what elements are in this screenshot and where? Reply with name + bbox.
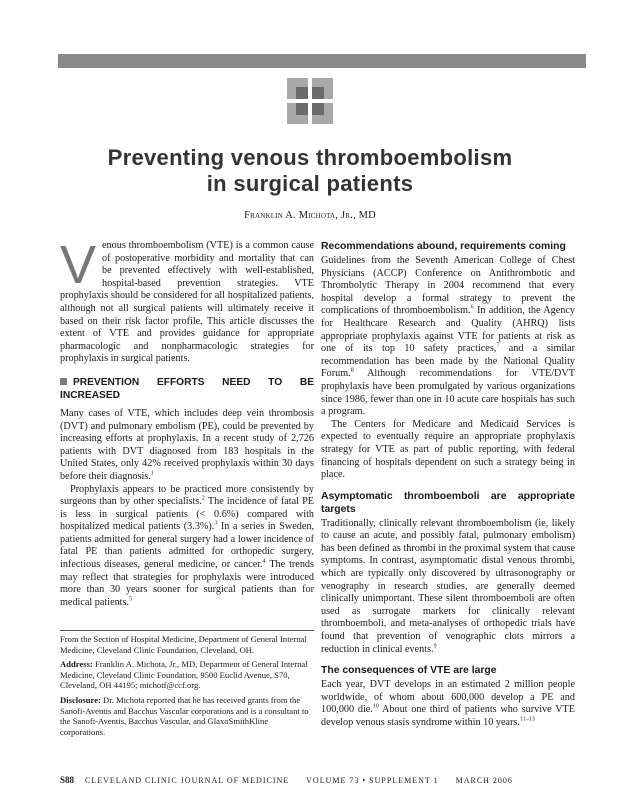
body-paragraph: Each year, DVT develops in an estimated 2 million people worldwide, of whom about 600,000 develop a PE and 100,000 die.$^{10}$ About one third of patients who survive VTE develop venous stasis syndrome within 10 years.$^{11-13}$ <box>321 679 576 728</box>
page-footer <box>60 775 560 785</box>
author-byline <box>60 210 560 221</box>
body-paragraph: Prophylaxis appears to be practiced more consistently by surgeons than by other specialists.$^2$ The incidence of fatal PE is less in surgical patients (< 0.6%) compared with hospitalized medical patients (3.3%).$^3$ In a series in Sweden, patients admitted for general surgery had a lower incidence of fatal PE than patients admitted for orthopedic surgery, infectious diseases, general medicine, or cancer.$^4$ The trends may reflect that strategies for prophylaxis were introduced more than 30 years sooner for surgical patients than for medical patients.$^5$ <box>60 483 315 608</box>
address-note: Address: Franklin A. Michota, Jr., MD, Department of General Internal Medicine, Cleveland Clinic Foundation, 9500 Euclid Avenue, S70, Cleveland, OH 44195; michotf@ccf.org. <box>60 659 308 691</box>
footnotes <box>60 630 314 741</box>
body-paragraph: Many cases of VTE, which includes deep vein thrombosis (DVT) and pulmonary embolism (PE), could be prevented by increasing efforts at prophylaxis. In a recent study of 2,726 patients with DVT diagnosed from 183 hospitals in the United States, only 42% received prophylaxis within 30 days before their diagnosis.$^1$ <box>60 407 314 482</box>
left-column <box>60 235 315 609</box>
header-bar <box>58 54 586 68</box>
body-paragraph: Traditionally, clinically relevant thromboembolism (ie, likely to cause an acute, and possibly fatal, pulmonary embolism) has been defined as thrombi in the proximal system that cause symptoms. In contrast, asymptomatic distal venous thrombi, which are typically only discovered by ultrasonography or venography in research studies, are generally deemed clinically unimportant. These silent thromboemboli are often used as surrogate markers for clinically relevant thromboemboli, and meta-analyses of orthopedic trials have found that prevention of venographic clots mirrors a reduction in clinical events.$^9$ <box>321 517 575 655</box>
intro-paragraph: Venous thromboembolism (VTE) is a common cause of postoperative morbidity and mortality that can be prevented effectively with well-established, hospital-based prevention strategies. VTE prophylaxis should be considered for all hospitalized patients, although not all surgical patients will ultimately receive it based on their risk factor profile. This article discusses the extent of VTE and provides guidance for appropriate pharmacologic and nonpharmacologic strategies for prophylaxis in surgical patients. <box>60 235 314 365</box>
journal-name: CLEVELAND CLINIC JOURNAL OF MEDICINE <box>85 776 290 785</box>
article-title <box>60 145 560 197</box>
body-paragraph: Guidelines from the Seventh American College of Chest Physicians (ACCP) Conference on Antithrombotic and Thrombolytic Therapy in 2004 recommend that every hospital develop a formal strategy to prevent the complications of thromboembolism.$^6$ In addition, the Agency for Healthcare Research and Quality (AHRQ) lists appropriate prophylaxis against VTE for patients at risk as one of its top 10 safety practices,$^7$ and a similar recommendation has been made by the National Quality Forum.$^8$ Although recommendations for VTE/DVT prophylaxis have been promulgated by various organizations since 1986, fewer than one in 10 acute care hospitals has such a program. <box>321 255 575 418</box>
volume-info: VOLUME 73 • SUPPLEMENT 1 <box>306 776 439 785</box>
issue-date: MARCH 2006 <box>455 776 513 785</box>
affiliation-note: From the Section of Hospital Medicine, Department of General Internal Medicine, Cleveland Clinic Foundation, Cleveland, OH. <box>60 634 307 655</box>
section-heading: PREVENTION EFFORTS NEED TO BE INCREASED <box>60 376 314 401</box>
subsection-heading: Asymptomatic thromboemboli are appropriate targets <box>321 490 575 515</box>
title-line-1: Preventing venous thromboembolism <box>107 145 513 170</box>
right-column <box>321 240 575 730</box>
page-number: S88 <box>60 775 75 785</box>
subsection-heading: The consequences of VTE are large <box>321 665 497 677</box>
square-bullet-icon <box>60 378 67 385</box>
body-paragraph: The Centers for Medicare and Medicaid Services is expected to eventually require an appropriate prophylaxis strategy for VTE as part of public reporting, with federal financing of hospitals dependent on such a strategy being in place. <box>321 418 575 481</box>
disclosure-note: Disclosure: Dr. Michota reported that he has received grants from the Sanofi-Aventis and Bacchus Vascular corporations and is a consultant to the Sanofi-Aventis, Bacchus Vascular, and GlaxoSmithKline corporations. <box>60 694 309 737</box>
subsection-heading: Recommendations abound, requirements coming <box>321 241 566 252</box>
journal-logo-icon <box>287 78 333 124</box>
title-line-2: in surgical patients <box>206 171 414 196</box>
author-name: Franklin A. Michota, Jr., MD <box>244 210 376 221</box>
drop-cap: V <box>60 235 97 295</box>
